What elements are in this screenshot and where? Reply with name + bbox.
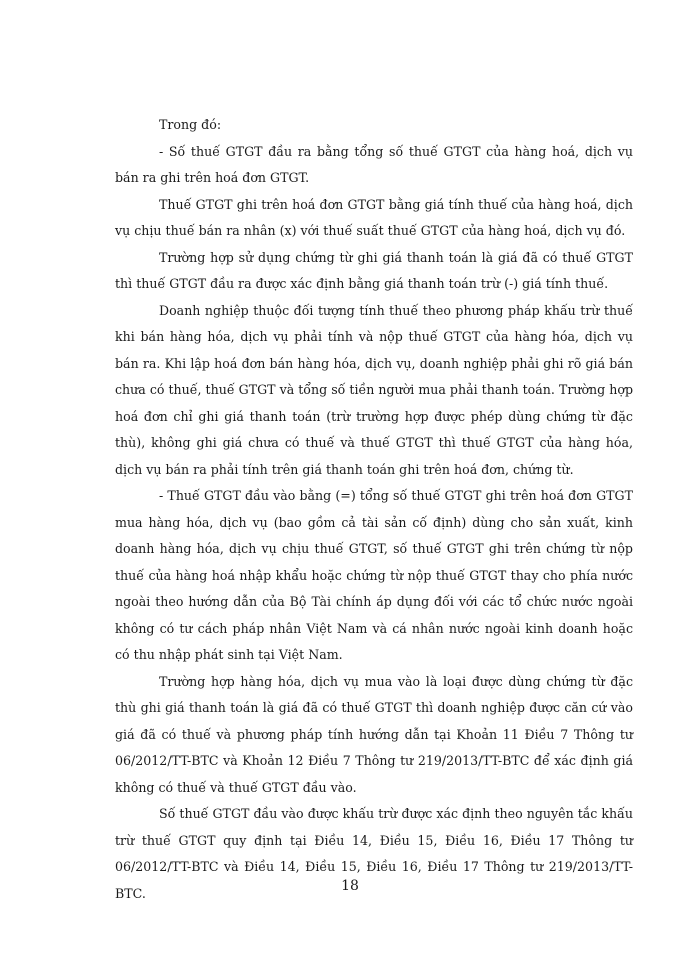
paragraph: Doanh nghiệp thuộc đối tượng tính thuế theo phương pháp khấu trừ thuế khi bán hàng hóa, dịch vụ phải tính và nộp thuế GTGT của hàng hóa, dịch vụ bán ra. Khi lập hoá đơn bán hàng hóa, dịch vụ, doanh nghiệp phải ghi rõ giá bán chưa có thuế, thuế GTGT và tổng số tiền người mua phải thanh toán. Trường hợp hoá đơn chỉ ghi giá thanh toán (trừ trường hợp được phép dùng chứng từ đặc thù), không ghi giá chưa có thuế và thuế GTGT thì thuế GTGT của hàng hóa, dịch vụ bán ra phải tính trên giá thanh toán ghi trên hoá đơn, chứng từ. <box>115 302 633 477</box>
paragraph: - Số thuế GTGT đầu ra bằng tổng số thuế GTGT của hàng hoá, dịch vụ bán ra ghi trên hoá đơn GTGT. <box>115 143 633 185</box>
paragraph: Trường hợp sử dụng chứng từ ghi giá thanh toán là giá đã có thuế GTGT thì thuế GTGT đầu ra được xác định bằng giá thanh toán trừ (-) giá tính thuế. <box>115 249 633 291</box>
paragraph: Số thuế GTGT đầu vào được khấu trừ được xác định theo nguyên tắc khấu trừ thuế GTGT quy định tại Điều 14, Điều 15, Điều 16, Điều 17 Thông tư 06/2012/TT-BTC và Điều 14, Điều 15, Điều 16, Điều 17 Thông tư 219/2013/TT-BTC. <box>115 806 633 901</box>
paragraph: - Thuế GTGT đầu vào bằng (=) tổng số thuế GTGT ghi trên hoá đơn GTGT mua hàng hóa, dịch vụ (bao gồm cả tài sản cố định) dùng cho sản xuất, kinh doanh hàng hóa, dịch vụ chịu thuế GTGT, số thuế GTGT ghi trên chứng từ nộp thuế của hàng hoá nhập khẩu hoặc chứng từ nộp thuế GTGT thay cho phía nước ngoài theo hướng dẫn của Bộ Tài chính áp dụng đối với các tổ chức nước ngoài không có tư cách pháp nhân Việt Nam và cá nhân nước ngoài kinh doanh hoặc có thu nhập phát sinh tại Việt Nam. <box>115 488 633 662</box>
paragraph: Trong đó: <box>159 117 222 132</box>
paragraph: Thuế GTGT ghi trên hoá đơn GTGT bằng giá tính thuế của hàng hoá, dịch vụ chịu thuế bán ra nhân (x) với thuế suất thuế GTGT của hàng hoá, dịch vụ đó. <box>115 196 633 238</box>
body-text <box>115 112 633 907</box>
paragraph: Trường hợp hàng hóa, dịch vụ mua vào là loại được dùng chứng từ đặc thù ghi giá thanh toán là giá đã có thuế GTGT thì doanh nghiệp được căn cứ vào giá đã có thuế và phương pháp tính hướng dẫn tại Khoản 11 Điều 7 Thông tư 06/2012/TT-BTC và Khoản 12 Điều 7 Thông tư 219/2013/TT-BTC để xác định giá không có thuế và thuế GTGT đầu vào. <box>115 673 633 795</box>
page-number: 18 <box>341 878 359 894</box>
